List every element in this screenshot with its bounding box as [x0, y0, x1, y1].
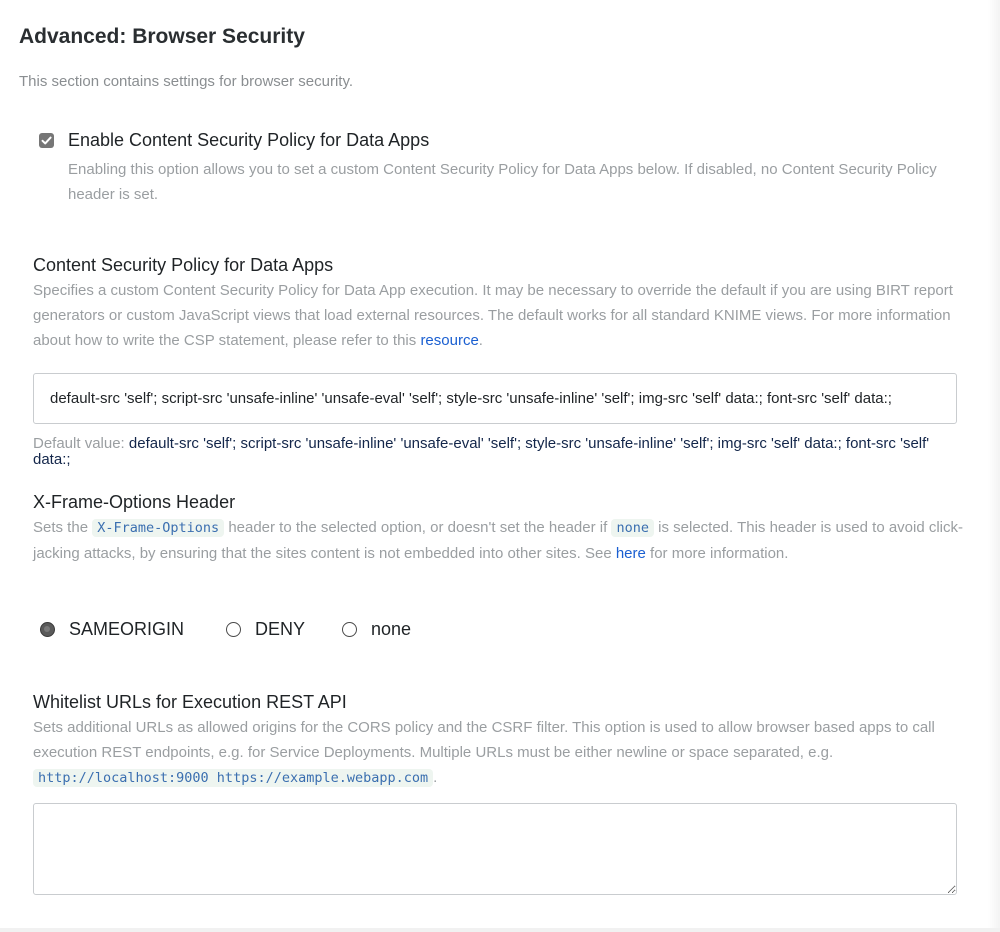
check-icon: [40, 134, 53, 147]
radio-sameorigin[interactable]: [40, 619, 184, 640]
csp-enable-label[interactable]: Enable Content Security Policy for Data Apps: [68, 130, 430, 150]
csp-title: Content Security Policy for Data Apps: [33, 255, 334, 275]
xframe-code-header: X-Frame-Options: [92, 519, 224, 537]
radio-none-label[interactable]: none: [371, 619, 412, 639]
xframe-here-link[interactable]: here: [615, 545, 646, 562]
whitelist-description: [33, 715, 963, 791]
radio-none-indicator[interactable]: [342, 622, 357, 637]
radio-none[interactable]: [342, 619, 411, 640]
page-title: Advanced: Browser Security: [19, 25, 305, 48]
xframe-code-none: none: [611, 519, 654, 537]
xframe-title: X-Frame-Options Header: [33, 492, 236, 512]
csp-description-end: .: [478, 332, 483, 349]
radio-sameorigin-label[interactable]: SAMEORIGIN: [69, 619, 185, 639]
xframe-desc-text-4: for more information.: [650, 545, 789, 562]
csp-enable-description: Enabling this option allows you to set a custom Content Security Policy for Data Apps below. If disabled, no Content Security Policy header is set.: [68, 161, 937, 203]
whitelist-desc-end: .: [433, 769, 438, 786]
radio-deny-label[interactable]: DENY: [255, 619, 306, 639]
radio-sameorigin-indicator[interactable]: [40, 622, 55, 637]
bottom-divider: [0, 928, 1000, 932]
csp-input[interactable]: [33, 373, 957, 424]
csp-description-text: Specifies a custom Content Security Policy for Data App execution. It may be necessary to override the default if you are using BIRT report generators or custom JavaScript views that load external resources. The default works for all standard KNIME views. For more information about how to write the CSP statement, please refer to this: [33, 282, 953, 349]
whitelist-title: Whitelist URLs for Execution REST API: [33, 692, 347, 712]
xframe-description: [33, 515, 963, 566]
csp-default-value: [33, 436, 963, 468]
csp-description: [33, 278, 963, 353]
radio-deny[interactable]: [226, 619, 305, 640]
csp-resource-link[interactable]: resource: [420, 332, 479, 349]
radio-deny-indicator[interactable]: [226, 622, 241, 637]
xframe-desc-text-3: is selected. This header is used to avoid click-jacking attacks, by ensuring that the sites content is not embedded into other sites. See: [33, 519, 964, 562]
whitelist-example-code: http://localhost:9000 https://example.webapp.com: [33, 769, 433, 787]
section-description: This section contains settings for browser security.: [19, 73, 354, 90]
xframe-desc-text-1: Sets the: [33, 519, 89, 536]
whitelist-desc-text: Sets additional URLs as allowed origins for the CORS policy and the CSRF filter. This option is used to allow browser based apps to call execution REST endpoints, e.g. for Service Deployments. Multiple URLs must be either newline or space separated, e.g.: [33, 719, 935, 761]
xframe-desc-text-2: header to the selected option, or doesn't set the header if: [228, 519, 608, 536]
default-value-label: Default value:: [33, 435, 125, 452]
csp-enable-checkbox[interactable]: [39, 133, 54, 148]
scrollbar-track: [988, 0, 1000, 932]
whitelist-textarea[interactable]: [33, 803, 957, 895]
default-value-text: default-src 'self'; script-src 'unsafe-inline' 'unsafe-eval' 'self'; style-src 'unsafe-inline' 'self'; img-src 'self' data:; font-src 'self' data:;: [33, 435, 930, 468]
